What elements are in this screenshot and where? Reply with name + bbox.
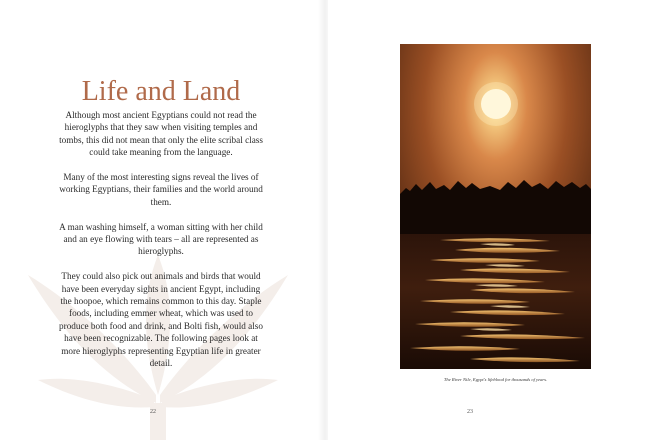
page-number-left: 22 <box>150 409 156 415</box>
page-number-right: 23 <box>467 409 473 415</box>
body-text <box>58 109 264 369</box>
right-page <box>328 0 650 440</box>
left-page <box>0 0 322 440</box>
paragraph: They could also pick out animals and birds that would have been everyday sights in ancient Egypt, including the hoopoe, which remains common to this day. Staple foods, including emmer wheat, which was used to produce both food and drink, and Bolti fish, would also have been recognizable. The following pages look at more hieroglyphs representing Egyptian life in greater detail. <box>59 271 263 369</box>
paragraph: Although most ancient Egyptians could not read the hieroglyphs that they saw when visiting temples and tombs, this did not mean that only the elite scribal class could take meaning from the language. <box>59 110 263 158</box>
nile-sunset-photo <box>400 44 591 369</box>
photo-caption: The River Nile, Egypt's lifeblood for thousands of years. <box>443 377 548 382</box>
paragraph: A man washing himself, a woman sitting with her child and an eye flowing with tears – all are represented as hieroglyphs. <box>59 221 263 257</box>
paragraph: Many of the most interesting signs reveal the lives of working Egyptians, their families and the world around them. <box>59 172 263 207</box>
page-title: Life and Land <box>81 76 241 107</box>
